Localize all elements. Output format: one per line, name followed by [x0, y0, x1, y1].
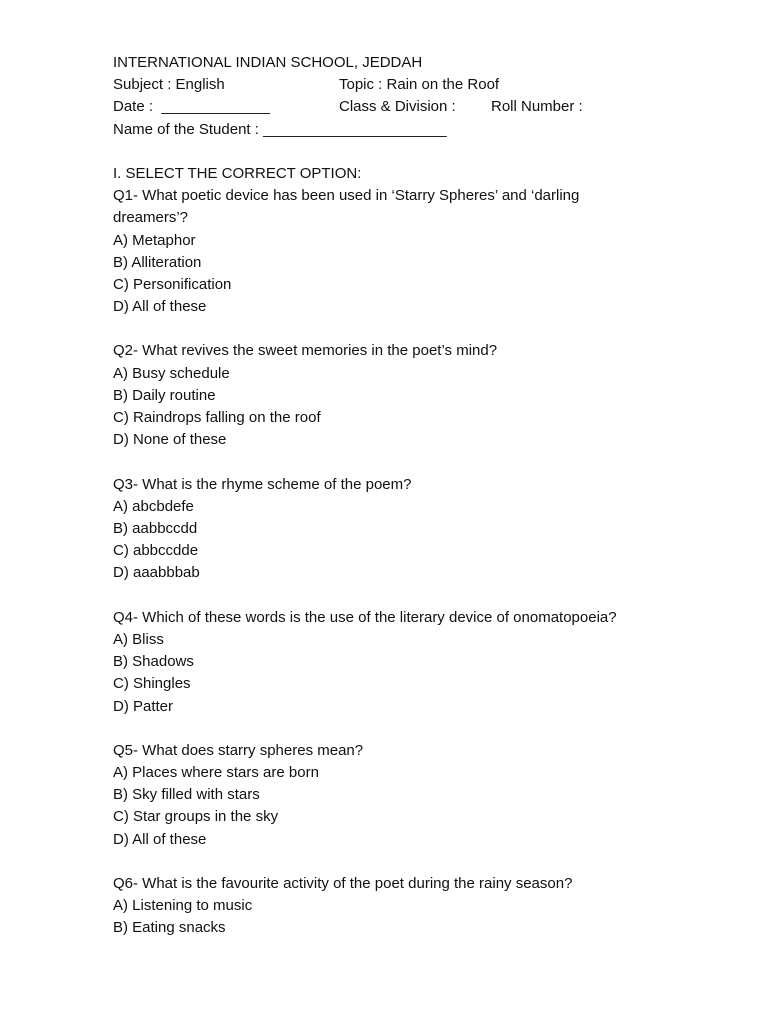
- question-block: [113, 185, 733, 318]
- question-text: Q3- What is the rhyme scheme of the poem?: [113, 475, 412, 493]
- option: D) All of these: [113, 298, 207, 316]
- option: C) Personification: [113, 275, 232, 293]
- school-name: INTERNATIONAL INDIAN SCHOOL, JEDDAH: [113, 54, 423, 71]
- option: A) Bliss: [113, 630, 164, 648]
- option: A) Places where stars are born: [113, 764, 319, 782]
- question-block: [113, 474, 733, 585]
- spacer: [113, 585, 733, 607]
- question-text: Q2- What revives the sweet memories in the poet’s mind?: [113, 342, 498, 360]
- option: B) aabbccdd: [113, 520, 198, 537]
- option: B) Sky filled with stars: [113, 786, 260, 804]
- option: C) Star groups in the sky: [113, 808, 279, 826]
- option: C) Raindrops falling on the roof: [113, 409, 321, 427]
- question-text: Q1- What poetic device has been used in ‘Starry Spheres’ and ‘darling dreamers’?: [113, 187, 580, 227]
- option: C) Shingles: [113, 675, 191, 693]
- question-block: [113, 873, 733, 940]
- option: C) abbccdde: [113, 542, 199, 560]
- spacer: [113, 318, 733, 340]
- header-row-date: [113, 96, 733, 118]
- section-title: I. SELECT THE CORRECT OPTION:: [113, 164, 362, 182]
- option: A) Busy schedule: [113, 364, 230, 382]
- spacer: [113, 451, 733, 473]
- option: B) Eating snacks: [113, 919, 226, 937]
- question-block: [113, 340, 733, 451]
- question-block: [113, 607, 733, 718]
- spacer: [113, 718, 733, 740]
- option: D) All of these: [113, 830, 207, 848]
- option: B) Daily routine: [113, 386, 216, 404]
- option: A) Metaphor: [113, 231, 196, 249]
- option: B) Alliteration: [113, 253, 202, 271]
- question-text: Q6- What is the favourite activity of the poet during the rainy season?: [113, 875, 573, 893]
- option: D) None of these: [113, 431, 227, 449]
- spacer: [113, 141, 733, 163]
- option: D) Patter: [113, 697, 174, 715]
- question-block: [113, 740, 733, 851]
- option: A) Listening to music: [113, 897, 253, 915]
- date-field: Date : _____________: [113, 98, 270, 116]
- question-text: Q4- Which of these words is the use of the literary device of onomatopoeia?: [113, 608, 617, 626]
- subject-label: Subject : English: [113, 76, 225, 94]
- spacer: [113, 851, 733, 873]
- question-text: Q5- What does starry spheres mean?: [113, 741, 364, 759]
- class-division-label: Class & Division :: [339, 98, 456, 116]
- header-row-subject: [113, 74, 733, 96]
- option: D) aaabbbab: [113, 564, 200, 582]
- option: A) abcbdefe: [113, 497, 194, 515]
- option: B) Shadows: [113, 653, 194, 671]
- topic-label: Topic : Rain on the Roof: [339, 76, 500, 94]
- worksheet-page: [113, 52, 733, 940]
- roll-number-label: Roll Number :: [491, 98, 583, 116]
- student-name-field: Name of the Student : ______________________: [113, 120, 447, 138]
